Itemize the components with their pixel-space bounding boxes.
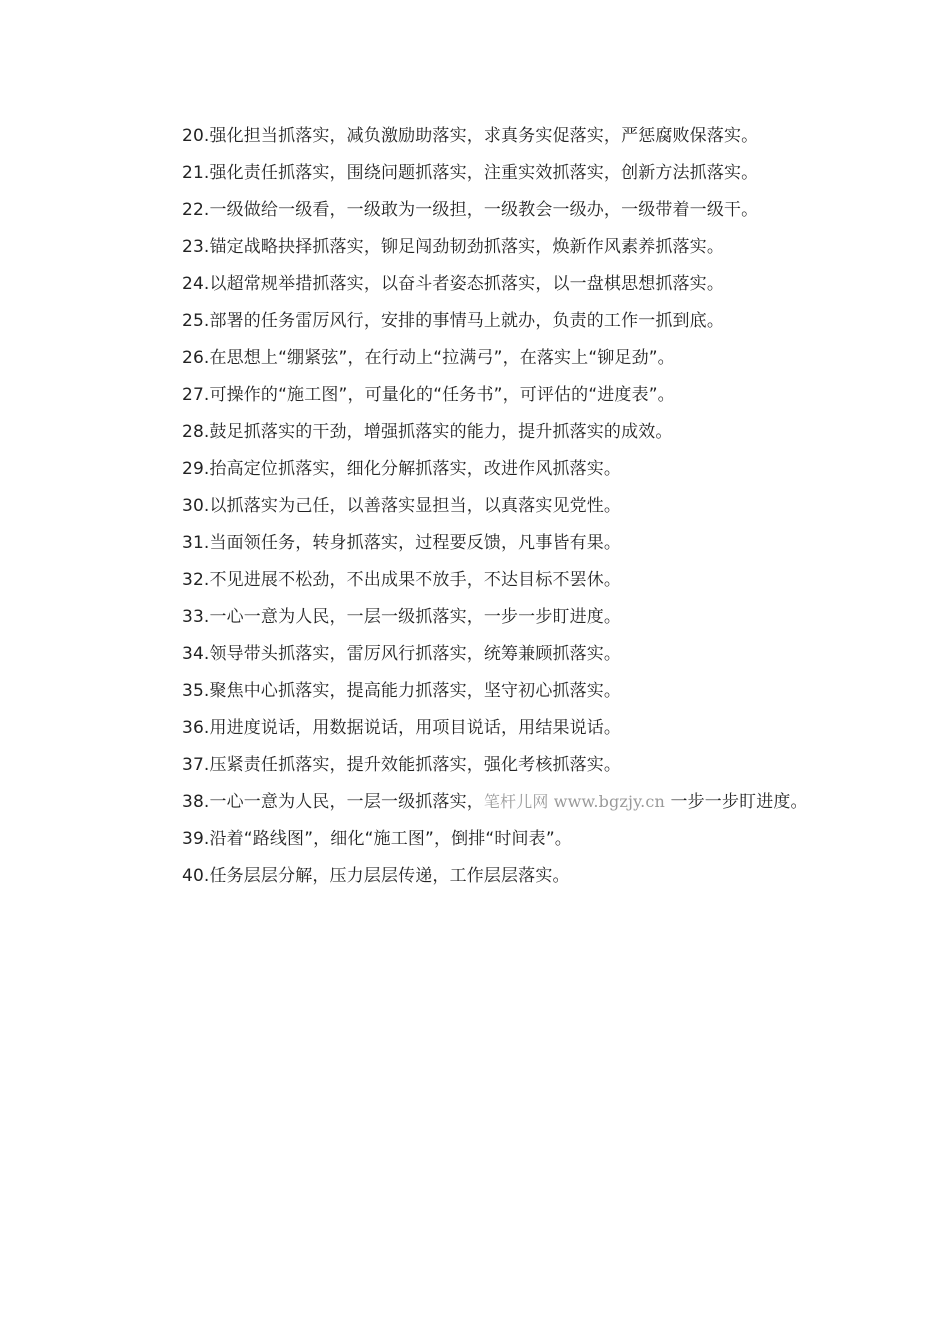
list-item: 29.抬高定位抓落实，细化分解抓落实，改进作风抓落实。	[182, 459, 622, 479]
item-text-start: 38.一心一意为人民，一层一级抓落实，	[182, 792, 484, 812]
list-item: 39.沿着“路线图”，细化“施工图”，倒排“时间表”。	[182, 829, 572, 849]
list-item: 21.强化责任抓落实，围绕问题抓落实，注重实效抓落实，创新方法抓落实。	[182, 163, 759, 183]
list-item: 24.以超常规举措抓落实，以奋斗者姿态抓落实，以一盘棋思想抓落实。	[182, 274, 724, 294]
item-text-end: 一步一步盯进度。	[664, 792, 808, 812]
list-item: 27.可操作的“施工图”，可量化的“任务书”，可评估的“进度表”。	[182, 385, 675, 405]
list-item: 30.以抓落实为己任，以善落实显担当，以真落实见党性。	[182, 496, 622, 516]
list-item: 34.领导带头抓落实，雷厉风行抓落实，统筹兼顾抓落实。	[182, 644, 622, 664]
list-item: 40.任务层层分解，压力层层传递，工作层层落实。	[182, 866, 570, 886]
document-body	[144, 123, 824, 900]
list-item: 33.一心一意为人民，一层一级抓落实，一步一步盯进度。	[182, 607, 622, 627]
list-item: 23.锚定战略抉择抓落实，铆足闯劲韧劲抓落实，焕新作风素养抓落实。	[182, 237, 724, 257]
site-watermark: 笔杆儿网 www.bgzjy.cn	[483, 792, 665, 811]
list-item: 31.当面领任务，转身抓落实，过程要反馈，凡事皆有果。	[182, 533, 622, 553]
list-item-with-watermark	[144, 789, 824, 815]
list-item: 22.一级做给一级看，一级敢为一级担，一级教会一级办，一级带着一级干。	[182, 200, 759, 220]
list-item: 37.压紧责任抓落实，提升效能抓落实，强化考核抓落实。	[182, 755, 622, 775]
list-item: 35.聚焦中心抓落实，提高能力抓落实，坚守初心抓落实。	[182, 681, 622, 701]
list-item: 28.鼓足抓落实的干劲，增强抓落实的能力，提升抓落实的成效。	[182, 422, 673, 442]
list-item: 26.在思想上“绷紧弦”，在行动上“拉满弓”，在落实上“铆足劲”。	[182, 348, 675, 368]
list-item: 32.不见进展不松劲，不出成果不放手，不达目标不罢休。	[182, 570, 622, 590]
list-item: 25.部署的任务雷厉风行，安排的事情马上就办，负责的工作一抓到底。	[182, 311, 724, 331]
list-item: 20.强化担当抓落实，减负激励助落实，求真务实促落实，严惩腐败保落实。	[182, 126, 759, 146]
list-item: 36.用进度说话，用数据说话，用项目说话，用结果说话。	[182, 718, 622, 738]
